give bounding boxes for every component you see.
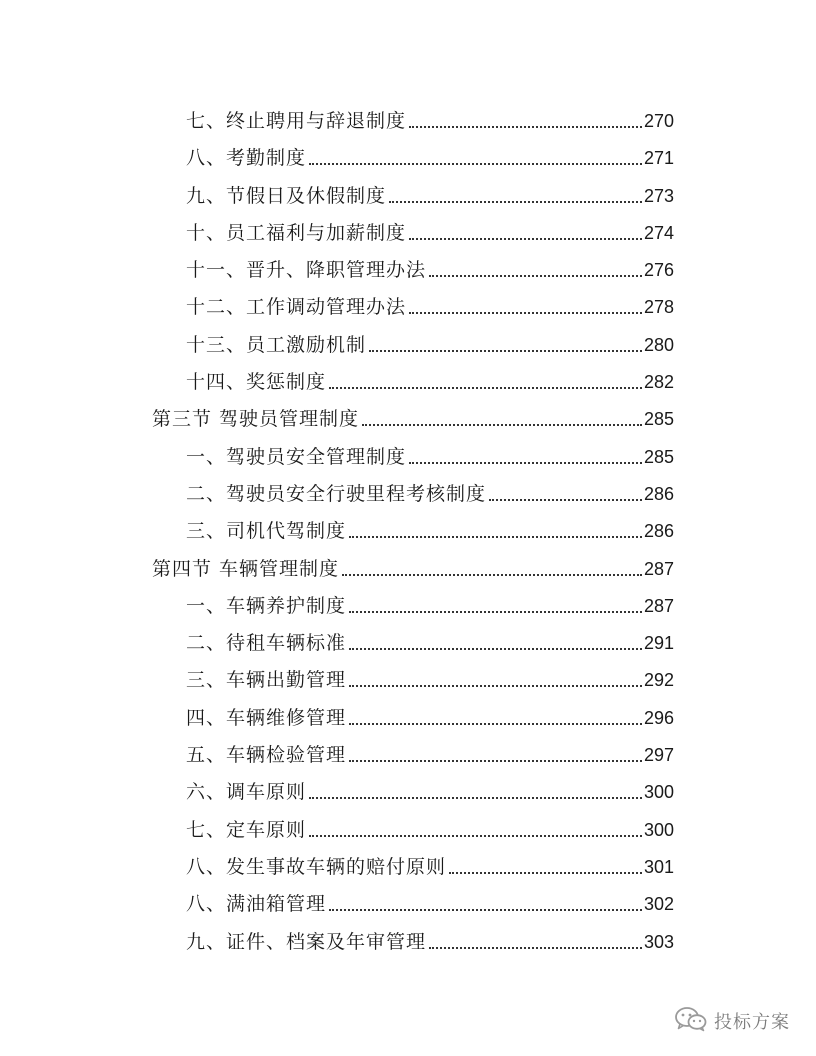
toc-page-number: 280 xyxy=(643,334,674,355)
toc-row xyxy=(186,257,674,281)
toc-entry xyxy=(0,510,816,547)
toc-title: 十二、工作调动管理办法 xyxy=(186,296,407,319)
toc-row xyxy=(186,667,674,691)
toc-row xyxy=(186,817,674,841)
toc-entry xyxy=(0,771,816,808)
toc-title: 三、车辆出勤管理 xyxy=(186,669,347,692)
wechat-icon xyxy=(674,1006,708,1036)
toc-page-number: 276 xyxy=(643,260,674,281)
toc-title: 十、员工福利与加薪制度 xyxy=(186,221,407,244)
toc-row xyxy=(186,481,674,505)
toc-title: 九、证件、档案及年审管理 xyxy=(186,930,427,953)
toc-section-entry xyxy=(0,548,816,585)
toc-entry xyxy=(0,100,816,137)
toc-row xyxy=(186,220,674,244)
toc-row xyxy=(186,294,674,318)
toc-entry xyxy=(0,659,816,696)
toc-title: 一、驾驶员安全管理制度 xyxy=(186,445,407,468)
toc-entry xyxy=(0,137,816,174)
toc-dot-leader xyxy=(329,909,642,911)
toc-title: 八、考勤制度 xyxy=(186,147,307,170)
toc-page-number: 297 xyxy=(643,745,674,766)
toc-row xyxy=(186,518,674,542)
toc-dot-leader xyxy=(489,499,642,501)
toc-row xyxy=(186,332,674,356)
toc-entry xyxy=(0,697,816,734)
toc-title: 五、车辆检验管理 xyxy=(186,744,347,767)
toc-entry xyxy=(0,361,816,398)
toc-dot-leader xyxy=(349,648,642,650)
toc-page-number: 285 xyxy=(643,446,674,467)
toc-row xyxy=(186,929,674,953)
toc-row xyxy=(186,779,674,803)
toc-entry xyxy=(0,286,816,323)
toc-entry xyxy=(0,473,816,510)
toc-dot-leader xyxy=(349,536,642,538)
toc-dot-leader xyxy=(409,126,642,128)
toc-entry xyxy=(0,622,816,659)
toc-page-number: 270 xyxy=(643,111,674,131)
toc-dot-leader xyxy=(449,872,642,874)
toc-dot-leader xyxy=(309,835,642,837)
toc-page-number: 300 xyxy=(643,819,674,840)
watermark-text: 投标方案 xyxy=(714,1012,790,1033)
toc-title: 第四节 车辆管理制度 xyxy=(152,557,340,580)
toc-page-number: 302 xyxy=(643,894,674,915)
toc-dot-leader xyxy=(409,238,642,240)
toc-title: 第三节 驾驶员管理制度 xyxy=(152,408,360,431)
toc-dot-leader xyxy=(409,312,642,314)
toc-title: 十三、员工激励机制 xyxy=(186,333,367,356)
toc-title: 二、待租车辆标准 xyxy=(186,632,347,655)
toc-dot-leader xyxy=(349,760,642,762)
toc-row xyxy=(186,369,674,393)
toc-title: 四、车辆维修管理 xyxy=(186,706,347,729)
toc-page-number: 296 xyxy=(643,707,674,728)
toc-row xyxy=(186,705,674,729)
toc-row xyxy=(186,630,674,654)
toc-entry xyxy=(0,324,816,361)
toc-title: 八、满油箱管理 xyxy=(186,893,327,916)
toc-title: 七、终止聘用与辞退制度 xyxy=(186,110,407,132)
toc-dot-leader xyxy=(429,275,642,277)
toc-row xyxy=(186,108,674,132)
toc-row xyxy=(152,556,674,580)
toc-title: 七、定车原则 xyxy=(186,818,307,841)
toc-dot-leader xyxy=(429,947,642,949)
toc-entry xyxy=(0,883,816,920)
toc-dot-leader xyxy=(309,797,642,799)
toc-row xyxy=(186,145,674,169)
toc-page-number: 273 xyxy=(643,185,674,206)
watermark xyxy=(674,1006,790,1036)
toc-title: 六、调车原则 xyxy=(186,781,307,804)
toc-entry xyxy=(0,436,816,473)
toc-entry xyxy=(0,846,816,883)
toc-page-number: 303 xyxy=(643,931,674,952)
toc-page-number: 287 xyxy=(643,595,674,616)
toc-page-number: 282 xyxy=(643,372,674,393)
toc-row xyxy=(186,854,674,878)
toc-row xyxy=(186,593,674,617)
toc-dot-leader xyxy=(409,462,642,464)
toc-dot-leader xyxy=(329,387,642,389)
toc-title: 十四、奖惩制度 xyxy=(186,371,327,394)
toc-title: 二、驾驶员安全行驶里程考核制度 xyxy=(186,482,487,505)
toc-page-number: 292 xyxy=(643,670,674,691)
toc-row xyxy=(186,444,674,468)
toc-dot-leader xyxy=(349,611,642,613)
toc-page-number: 291 xyxy=(643,633,674,654)
toc-row xyxy=(186,183,674,207)
toc-section-entry xyxy=(0,398,816,435)
toc-dot-leader xyxy=(342,574,642,576)
toc-row xyxy=(152,406,674,430)
toc-dot-leader xyxy=(362,424,642,426)
toc-dot-leader xyxy=(369,350,642,352)
toc-row xyxy=(186,891,674,915)
toc-entry xyxy=(0,212,816,249)
table-of-contents xyxy=(0,100,816,958)
toc-entry xyxy=(0,809,816,846)
toc-entry xyxy=(0,921,816,958)
toc-title: 一、车辆养护制度 xyxy=(186,594,347,617)
toc-dot-leader xyxy=(349,723,642,725)
toc-title: 九、节假日及休假制度 xyxy=(186,184,387,207)
toc-page-number: 286 xyxy=(643,483,674,504)
toc-page-number: 300 xyxy=(643,782,674,803)
toc-page-number: 286 xyxy=(643,521,674,542)
toc-entry xyxy=(0,585,816,622)
toc-page-number: 287 xyxy=(643,558,674,579)
toc-page-number: 278 xyxy=(643,297,674,318)
toc-title: 八、发生事故车辆的赔付原则 xyxy=(186,855,447,878)
toc-dot-leader xyxy=(389,201,642,203)
toc-title: 三、司机代驾制度 xyxy=(186,520,347,543)
toc-entry xyxy=(0,734,816,771)
toc-row xyxy=(186,742,674,766)
toc-title: 十一、晋升、降职管理办法 xyxy=(186,259,427,282)
toc-page-number: 271 xyxy=(643,148,674,169)
toc-dot-leader xyxy=(349,685,642,687)
toc-page-number: 274 xyxy=(643,222,674,243)
toc-entry xyxy=(0,249,816,286)
toc-dot-leader xyxy=(309,163,642,165)
toc-page-number: 285 xyxy=(643,409,674,430)
toc-entry xyxy=(0,175,816,212)
toc-page-number: 301 xyxy=(643,856,674,877)
